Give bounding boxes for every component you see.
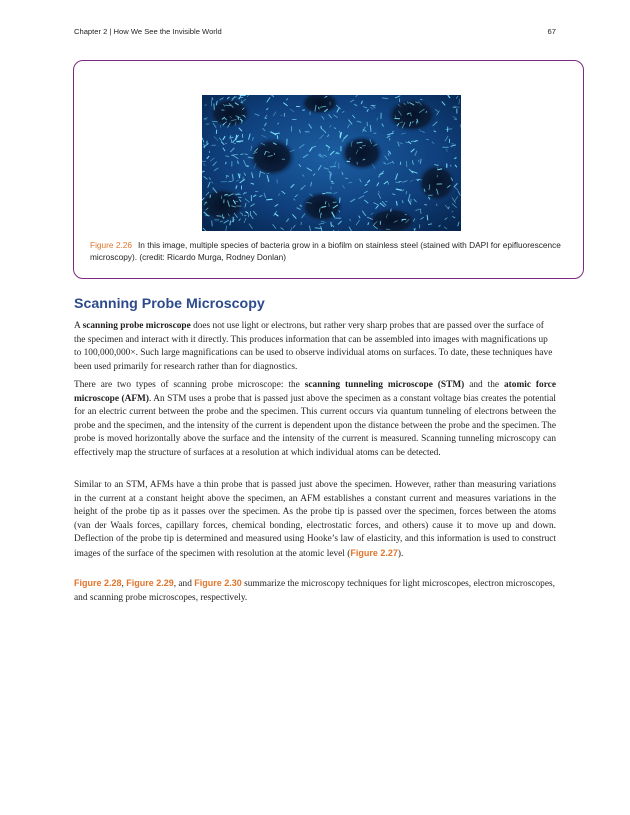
biofilm-micrograph	[202, 95, 461, 231]
p4-sep-1: ,	[121, 579, 127, 589]
figure-caption-text: In this image, multiple species of bacteria grow in a biofilm on stainless steel (stained with DAPI for epifluorescence microscopy). (credit: Ricardo Murga, Rodney Donlan)	[90, 240, 561, 262]
figure-caption	[90, 239, 568, 263]
chapter-title: Chapter 2 | How We See the Invisible World	[74, 26, 222, 36]
term-stm: scanning tunneling microscope (STM)	[304, 380, 465, 390]
paragraph-3	[74, 479, 556, 562]
micrograph-illustration	[202, 95, 461, 231]
paragraph-1	[74, 320, 556, 374]
section-heading: Scanning Probe Microscopy	[74, 296, 265, 312]
p3-text-a: Similar to an STM, AFMs have a thin probe that is passed just above the specimen. However, rather than measuring variations in the current at a constant height above the specimen, an AFM establishes a constant current and measures variations in the height of the probe tip as it passes over the specimen. As the probe tip is passed over the specimen, forces between the atoms (van der Waals forces, capillary forces, chemical bonding, electrostatic forces, and others) cause it to move up and down. Deflection of the probe tip is determined and measured using Hooke’s law of elasticity, and this information is used to construct images of the surface of the specimen with resolution at the atomic level (	[74, 480, 556, 559]
p3-text-b: ).	[397, 548, 404, 559]
link-figure-2-29[interactable]: Figure 2.29	[126, 578, 174, 588]
p4-sep-2: , and	[173, 579, 195, 589]
paragraph-4	[74, 577, 556, 605]
p1-text-a: A	[74, 321, 83, 331]
link-figure-2-28[interactable]: Figure 2.28	[74, 578, 122, 588]
p4-text-a: summarize the microscopy techniques for light microscopes, electron microscopes, and scanning probe microscopes, respectively.	[74, 579, 555, 603]
term-afm: atomic force microscope (AFM)	[74, 380, 556, 404]
figure-label: Figure 2.26	[90, 240, 132, 250]
page-number: 67	[547, 26, 556, 36]
paragraph-2	[74, 379, 556, 461]
p2-text-b: and the	[464, 380, 504, 390]
p1-text-b: does not use light or electrons, but rather very sharp probes that are passed over the surface of the specimen and interact with it directly. This produces information that can be assembled into images with magnifications up to 100,000,000×. Such large magnifications can be used to observe individual atoms on surfaces. To date, these techniques have been used primarily for research rather than for diagnostics.	[74, 321, 553, 372]
p2-text-a: There are two types of scanning probe microscope: the	[74, 380, 305, 390]
figure-box	[73, 60, 584, 279]
term-scanning-probe-microscope: scanning probe microscope	[82, 321, 191, 331]
link-figure-2-30[interactable]: Figure 2.30	[194, 578, 242, 588]
p2-text-c: . An STM uses a probe that is passed just above the specimen as a constant voltage bias creates the potential for an electric current between the probe and the specimen. This current occurs via quantum tunneling of electrons between the probe and the specimen, and the intensity of the current is dependent upon the distance between the probe and the specimen. The probe is moved horizontally above the surface and the intensity of the current is measured. Scanning tunneling microscopy can effectively map the structure of surfaces at a resolution at which individual atoms can be detected.	[74, 393, 557, 458]
link-figure-2-27[interactable]: Figure 2.27	[350, 547, 398, 558]
running-header	[74, 25, 556, 37]
